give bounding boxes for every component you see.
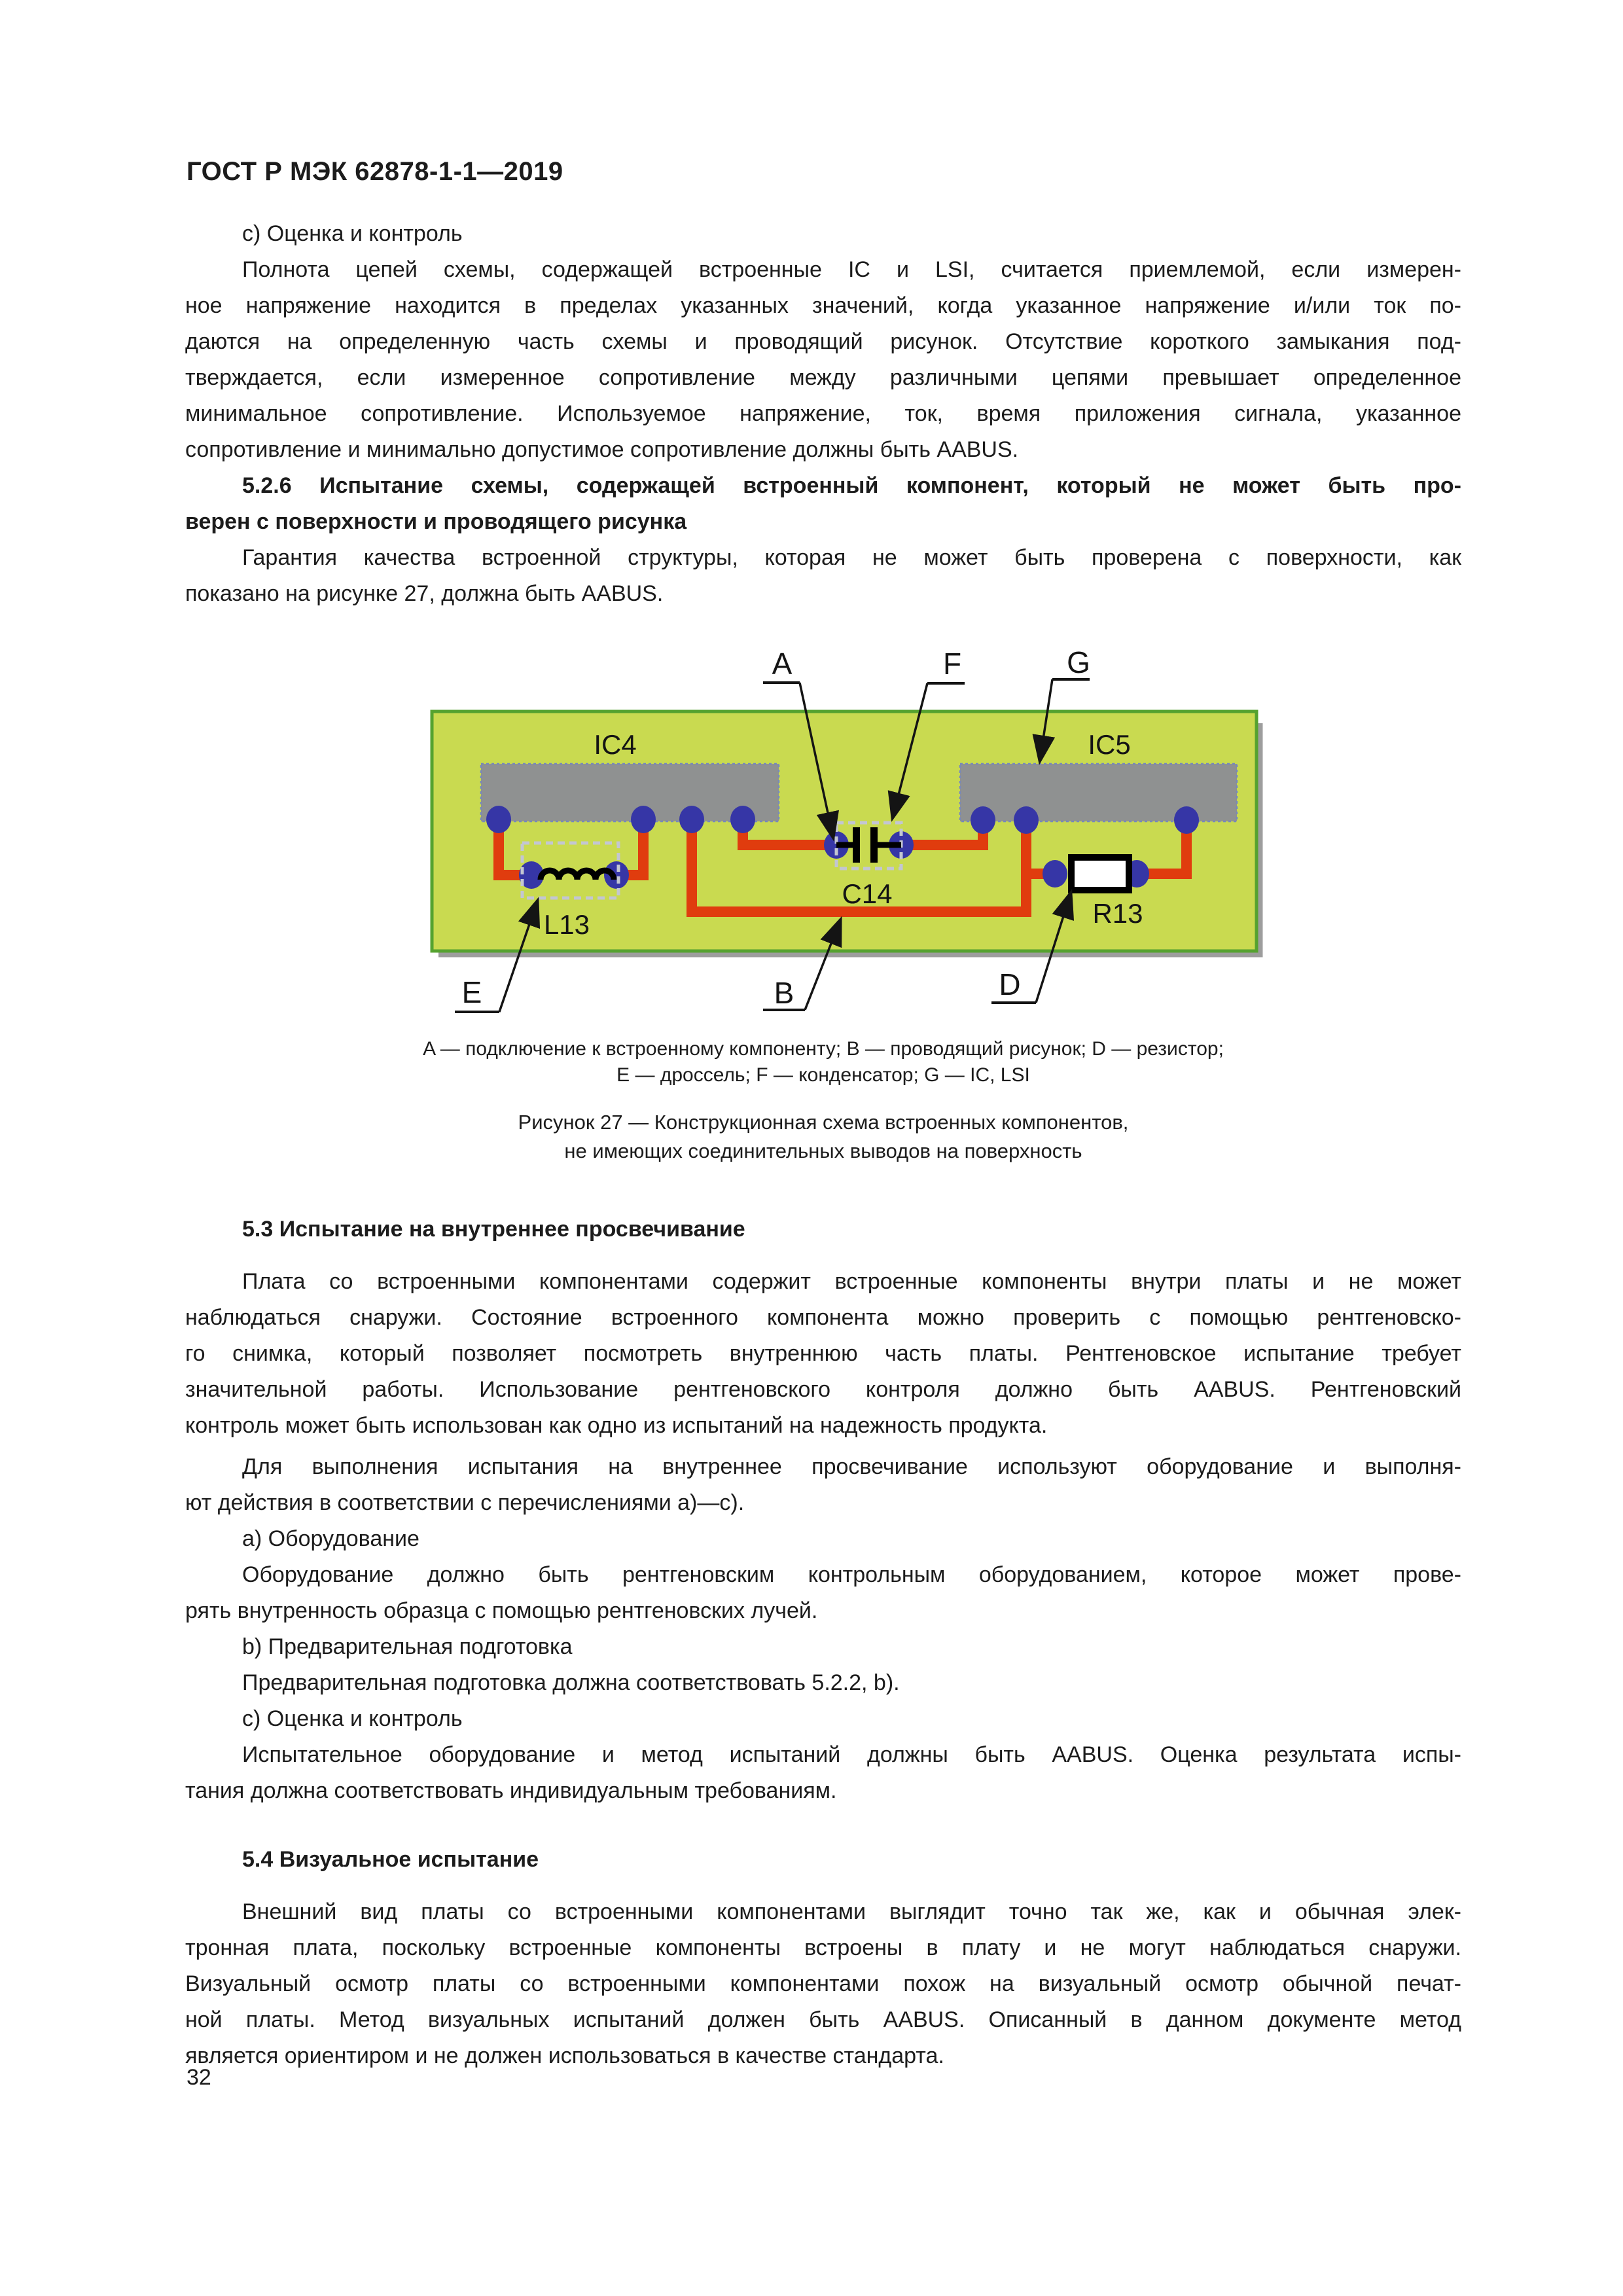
text-line: Полнота цепей схемы, содержащей встроенные IC и LSI, считается приемлемой, если измерен- [242, 257, 1461, 282]
text-column [185, 216, 1461, 2074]
text-line: Предварительная подготовка должна соответствовать 5.2.2, b). [242, 1670, 900, 1695]
text-line: показано на рисунке 27, должна быть AABUS. [185, 581, 664, 606]
ref-letter-f: F [942, 647, 962, 681]
pcb-diagram [419, 625, 1270, 1031]
text-line: Испытательное оборудование и метод испытаний должны быть AABUS. Оценка результата испы- [242, 1742, 1461, 1767]
text-line: Внешний вид платы со встроенными компонентами выглядит точно так же, как и обычная элек- [242, 1899, 1461, 1924]
ic5-label: IC5 [1088, 729, 1131, 760]
pad [730, 806, 755, 833]
text-line: тверждается, если измеренное сопротивление между различными цепями превышает определенное [185, 365, 1461, 390]
pad [971, 806, 995, 834]
text-line: не имеющих соединительных выводов на поверхность [564, 1139, 1082, 1162]
text-line: A — подключение к встроенному компоненту; B — проводящий рисунок; D — резистор; [423, 1038, 1224, 1060]
list-item-a-equipment [185, 1521, 1461, 1557]
text-line: 5.2.6 Испытание схемы, содержащей встроенный компонент, который не может быть про- [242, 473, 1461, 498]
text-line: Визуальный осмотр платы со встроенными компонентами похож на визуальный осмотр обычной печат- [185, 1971, 1461, 1996]
pad [1014, 806, 1039, 834]
ref-letter-d: D [999, 967, 1021, 1001]
text-line: значительной работы. Использование рентгеновского контроля должно быть AABUS. Рентгеновский [185, 1377, 1461, 1402]
paragraph-quality-guarantee [185, 540, 1461, 612]
section-heading-5-2-6 [185, 468, 1461, 540]
ref-letter-b: B [774, 976, 794, 1010]
text-line: является ориентиром и не должен использоваться в качестве стандарта. [185, 2043, 944, 2068]
figure-caption [185, 1108, 1461, 1166]
paragraph-visual-test [185, 1894, 1461, 2074]
text-line: Гарантия качества встроенной структуры, которая не может быть проверена с поверхности, как [242, 545, 1461, 570]
text-line: E — дроссель; F — конденсатор; G — IC, LSI [616, 1064, 1030, 1086]
text-line: ной платы. Метод визуальных испытаний должен быть AABUS. Описанный в данном документе метод [185, 2007, 1461, 2032]
figure-legend [185, 1036, 1461, 1088]
page-number: 32 [187, 2065, 211, 2090]
section-heading-5-3 [185, 1211, 1461, 1247]
text-line: Плата со встроенными компонентами содержит встроенные компоненты внутри платы и не может [242, 1269, 1461, 1294]
paragraph-xray-procedure [185, 1449, 1461, 1521]
pad [604, 861, 629, 889]
text-line: c) Оценка и контроль [242, 1706, 463, 1731]
text-line: минимальное сопротивление. Используемое напряжение, ток, время приложения сигнала, указанное [185, 401, 1461, 426]
paragraph-preparation [185, 1665, 1461, 1701]
text-line: тания должна соответствовать индивидуальным требованиям. [185, 1778, 837, 1803]
text-line: даются на определенную часть схемы и проводящий рисунок. Отсутствие короткого замыкания под- [185, 329, 1461, 354]
text-line: рять внутренность образца с помощью рентгеновских лучей. [185, 1598, 818, 1623]
text-line: Оборудование должно быть рентгеновским контрольным оборудованием, которое может прове- [242, 1562, 1461, 1587]
r13-label: R13 [1092, 898, 1143, 929]
pad [1043, 860, 1067, 888]
text-line: ют действия в соответствии с перечислениями a)—c). [185, 1490, 745, 1515]
ref-letter-a: A [772, 647, 793, 681]
list-item-c-evaluation [185, 1701, 1461, 1737]
ref-letter-g: G [1067, 645, 1090, 679]
text-line: сопротивление и минимально допустимое сопротивление должны быть AABUS. [185, 437, 1019, 462]
resistor-icon [1071, 857, 1129, 890]
section-heading-5-4 [185, 1842, 1461, 1878]
paragraph-equipment [185, 1557, 1461, 1629]
text-line: ное напряжение находится в пределах указанных значений, когда указанное напряжение и/или ток по- [185, 293, 1461, 318]
text-line: наблюдаться снаружи. Состояние встроенного компонента можно проверить с помощью рентгеновско- [185, 1305, 1461, 1330]
text-line: 5.3 Испытание на внутреннее просвечивание [242, 1217, 745, 1242]
paragraph-circuit-completeness [185, 252, 1461, 468]
text-line: го снимка, который позволяет посмотреть внутреннюю часть платы. Рентгеновское испытание требует [185, 1341, 1461, 1366]
text-line: верен с поверхности и проводящего рисунка [185, 509, 687, 534]
text-line: a) Оборудование [242, 1526, 419, 1551]
document-number: ГОСТ Р МЭК 62878-1-1—2019 [187, 157, 563, 186]
list-item-b-preparation [185, 1629, 1461, 1665]
pad [679, 806, 704, 833]
text-line: тронная плата, поскольку встроенные компоненты встроены в плату и не могут наблюдаться снаружи. [185, 1935, 1461, 1960]
list-item-c-eval [185, 216, 1461, 252]
text-line: контроль может быть использован как одно из испытаний на надежность продукта. [185, 1413, 1048, 1438]
text-line: 5.4 Визуальное испытание [242, 1847, 539, 1872]
l13-label: L13 [543, 909, 590, 940]
c14-label: C14 [842, 878, 893, 909]
figure-27 [419, 625, 1270, 1031]
ic4-label: IC4 [594, 729, 637, 760]
text-line: с) Оценка и контроль [242, 221, 463, 246]
text-line: b) Предварительная подготовка [242, 1634, 573, 1659]
pad [486, 806, 511, 833]
paragraph-evaluation [185, 1737, 1461, 1809]
ref-letter-e: E [461, 975, 482, 1009]
paragraph-xray-overview [185, 1264, 1461, 1444]
pad [631, 806, 656, 833]
text-line: Рисунок 27 — Конструкционная схема встроенных компонентов, [518, 1111, 1129, 1134]
text-line: Для выполнения испытания на внутреннее просвечивание используют оборудование и выполня- [242, 1454, 1461, 1479]
pad [1174, 806, 1199, 834]
